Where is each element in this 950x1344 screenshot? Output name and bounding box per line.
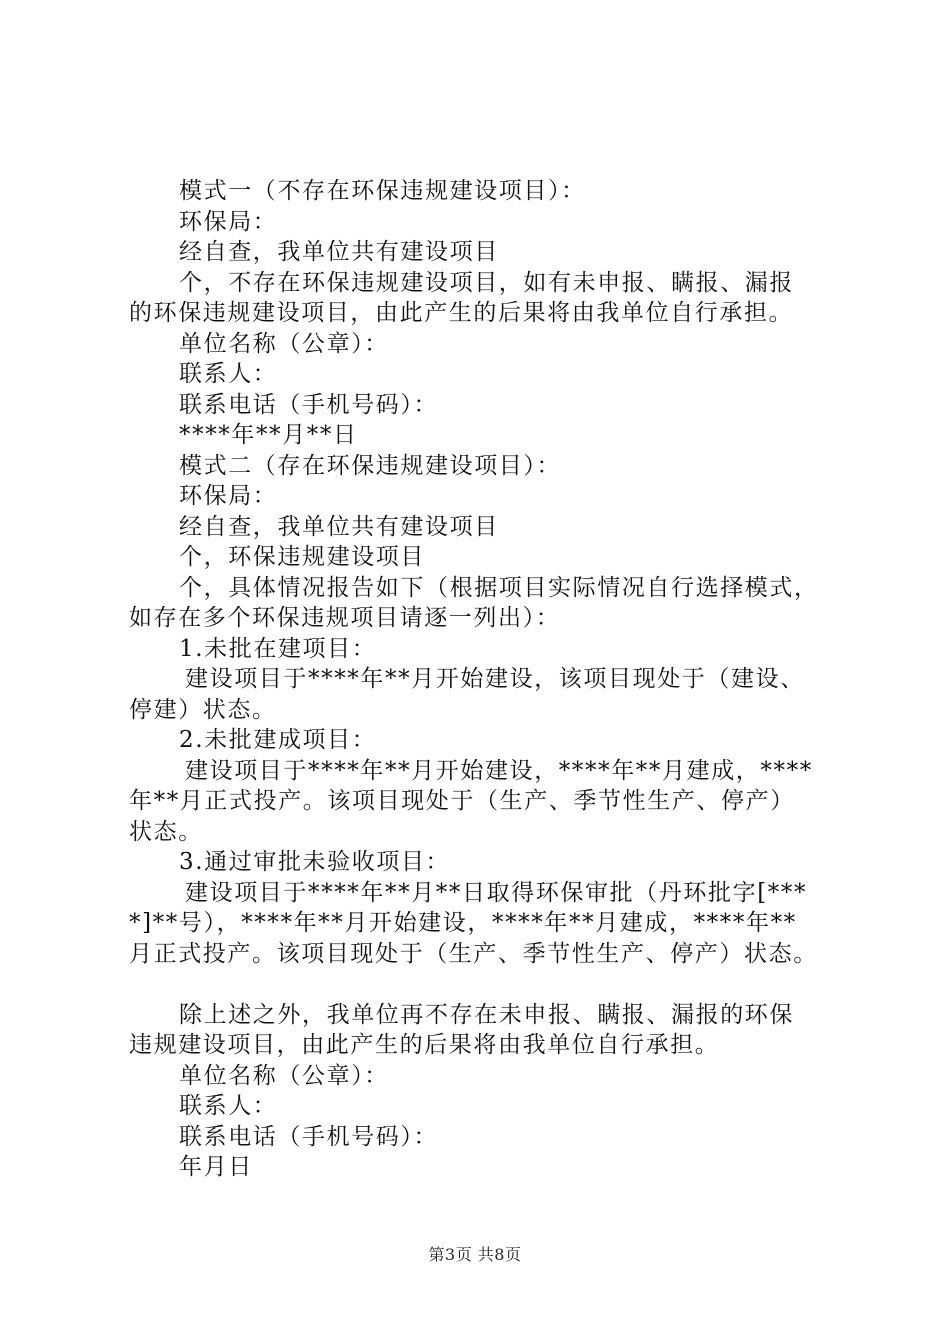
paragraph-line: 经自查，我单位共有建设项目 [179,239,499,265]
paragraph-line: 月正式投产。该项目现处于（生产、季节性生产、停产）状态。 [129,940,818,967]
paragraph-line: 违规建设项目，由此产生的后果将由我单位自行承担。 [129,1032,720,1058]
paragraph-line: 经自查，我单位共有建设项目 [179,513,499,540]
paragraph-line: 个，不存在环保违规建设项目，如有未申报、瞒报、漏报 [179,269,794,296]
document-body [129,176,834,1183]
page-footer: 第3页 共8页 [428,1245,522,1264]
signature-field: 联系人： [179,361,278,387]
paragraph-line: 停建）状态。 [129,696,277,723]
paragraph-line: 个，具体情况报告如下（根据项目实际情况自行选择模式， [179,574,819,601]
paragraph-line: 建设项目于****年**月开始建设，该项目现处于（建设、 [185,666,805,692]
section-heading: 1.未批在建项目： [179,635,377,662]
date-line: 年月日 [179,1154,253,1180]
signature-field: 联系人： [179,1093,278,1119]
blank-line [129,969,834,1000]
paragraph-line: *]**号），****年**月开始建设，****年**月建成，****年** [129,910,797,936]
paragraph-line: 建设项目于****年**月**日取得环保审批（丹环批字[*** [185,879,808,906]
signature-field: 联系电话（手机号码）： [179,391,439,418]
paragraph-line: 年**月正式投产。该项目现处于（生产、季节性生产、停产） [129,788,795,814]
signature-field: 单位名称（公章）： [179,330,389,357]
mode-two-heading: 模式二（存在环保违规建设项目）： [179,452,562,479]
paragraph-line: 如存在多个环保违规项目请逐一列出）： [129,605,561,631]
paragraph-line: 个，环保违规建设项目 [179,544,425,570]
paragraph-line: 除上述之外，我单位再不存在未申报、瞒报、漏报的环保 [179,1001,794,1028]
addressee: 环保局： [179,483,278,509]
addressee: 环保局： [179,208,278,235]
section-heading: 2.未批建成项目： [179,727,377,753]
mode-one-heading: 模式一（不存在环保违规建设项目）： [179,178,586,204]
paragraph-line: 建设项目于****年**月开始建设，****年**月建成，**** [185,757,813,784]
paragraph-line: 的环保违规建设项目，由此产生的后果将由我单位自行承担。 [129,300,794,326]
date-line: ****年**月**日 [179,422,358,448]
section-heading: 3.通过审批未验收项目： [179,849,451,875]
signature-field: 联系电话（手机号码）： [179,1123,439,1150]
signature-field: 单位名称（公章）： [179,1062,389,1089]
paragraph-line: 状态。 [129,818,203,845]
